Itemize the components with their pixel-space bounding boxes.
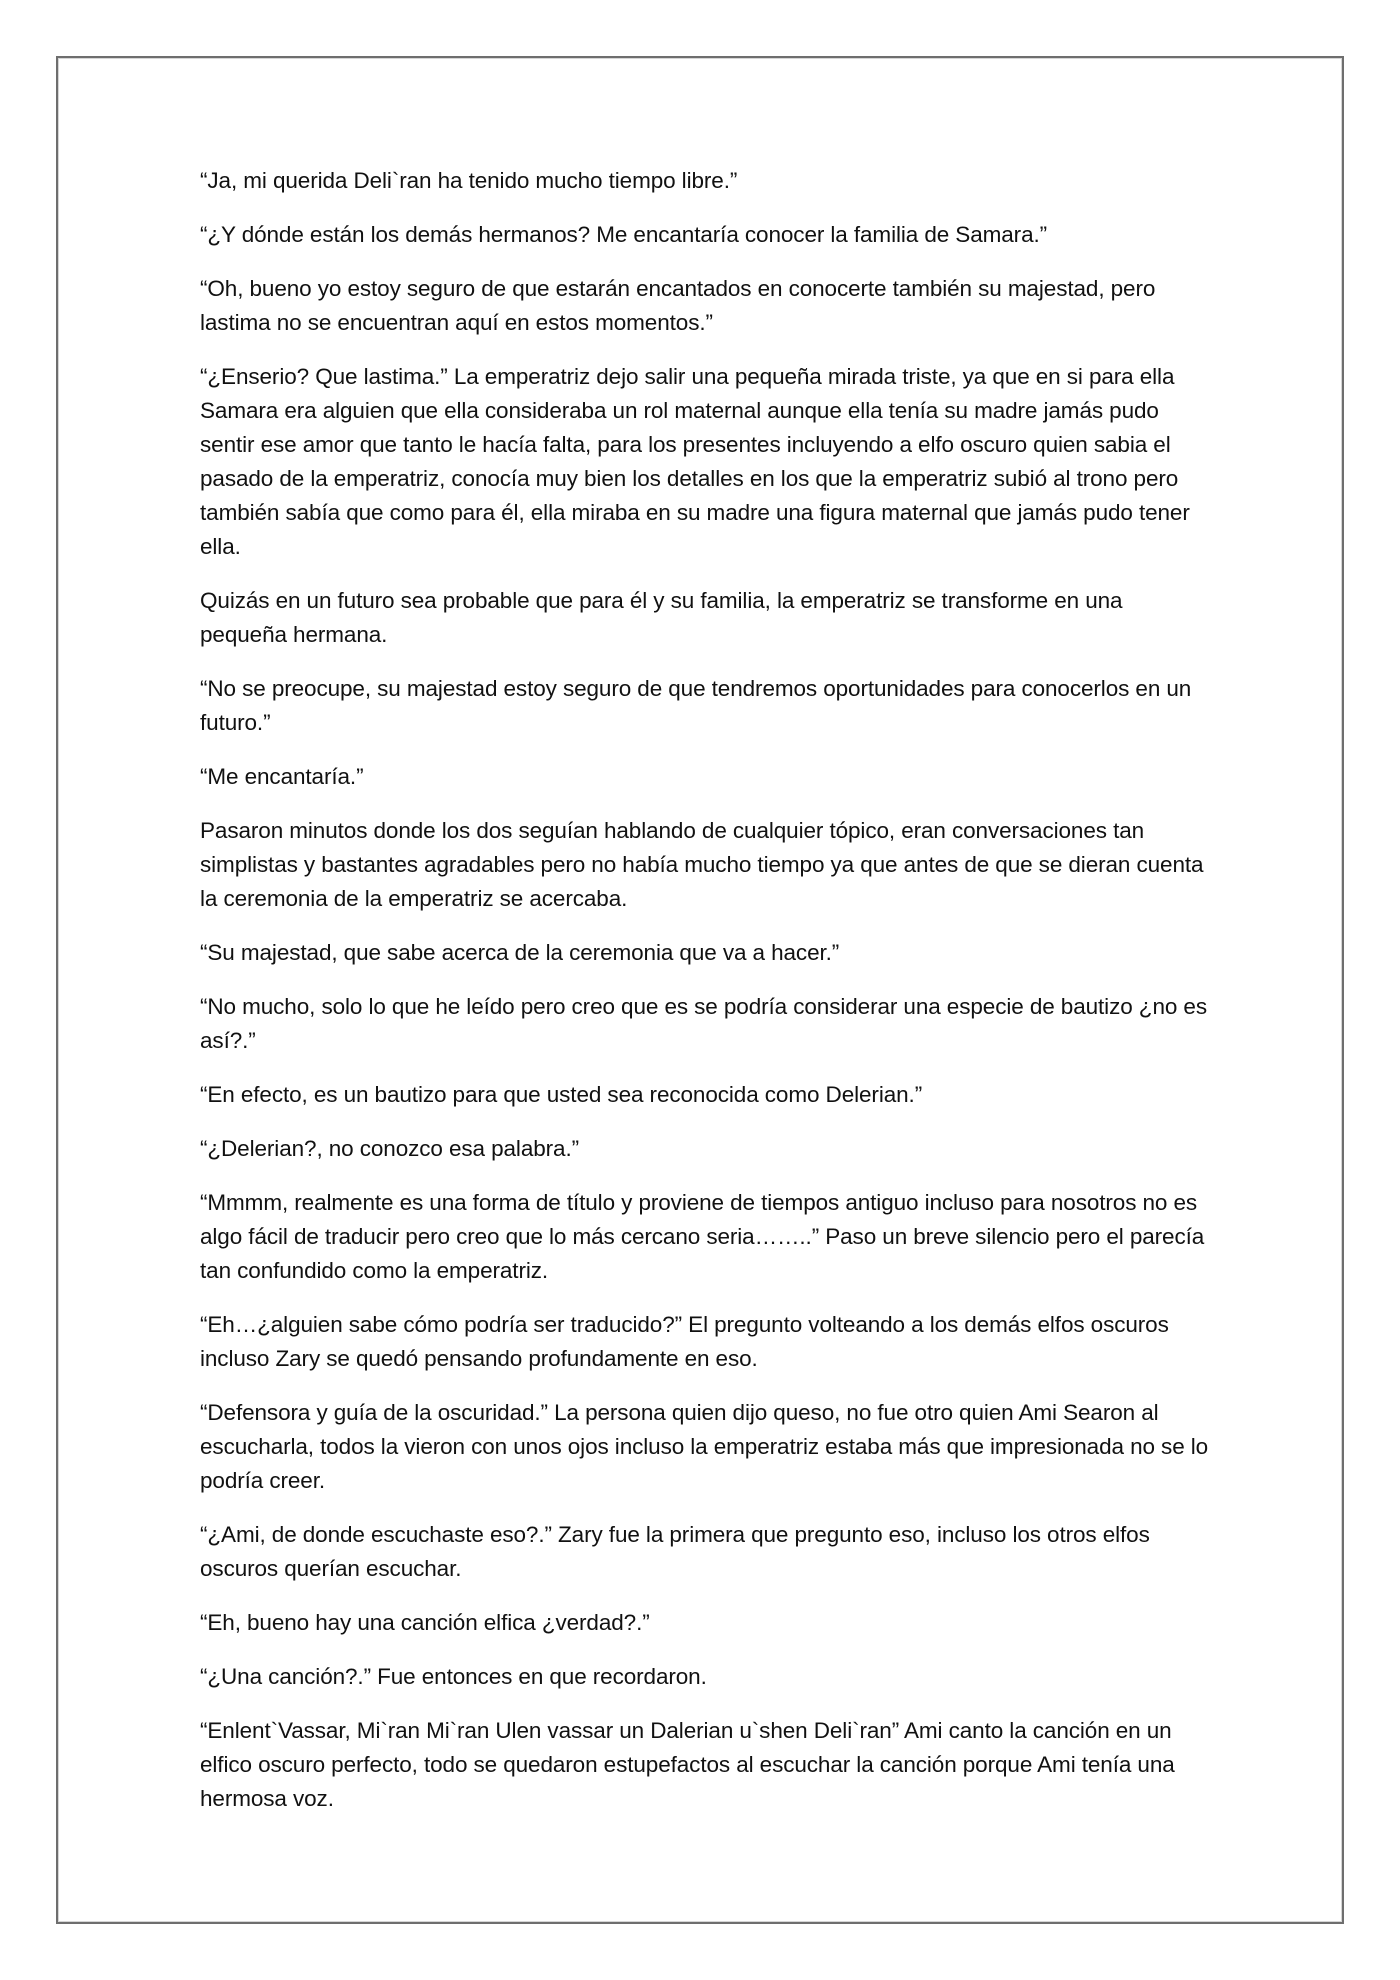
paragraph: “Me encantaría.” [200, 764, 364, 789]
paragraph: “¿Enserio? Que lastima.” La emperatriz dejo salir una pequeña mirada triste, ya que en si para ella Samara era alguien que ella consideraba un rol maternal aunque ella tenía su madre jamás pudo sentir ese amor que tanto le hacía falta, para los presentes incluyendo a elfo oscuro quien sabia el pasado de la emperatriz, conocía muy bien los detalles en los que la emperatriz subió al trono pero también sabía que como para él, ella miraba en su madre una figura maternal que jamás pudo tener ella. [200, 364, 1190, 559]
document-body [200, 164, 1210, 1836]
paragraph: “Oh, bueno yo estoy seguro de que estarán encantados en conocerte también su majestad, pero lastima no se encuentran aquí en estos momentos.” [200, 276, 1156, 335]
paragraph: “Ja, mi querida Deli`ran ha tenido mucho tiempo libre.” [200, 168, 738, 193]
paragraph: “Su majestad, que sabe acerca de la ceremonia que va a hacer.” [200, 940, 840, 965]
paragraph: “En efecto, es un bautizo para que usted sea reconocida como Delerian.” [200, 1082, 923, 1107]
paragraph: Pasaron minutos donde los dos seguían hablando de cualquier tópico, eran conversaciones tan simplistas y bastantes agradables pero no había mucho tiempo ya que antes de que se dieran cuenta la ceremonia de la emperatriz se acercaba. [200, 818, 1204, 911]
paragraph: “No mucho, solo lo que he leído pero creo que es se podría considerar una especie de bautizo ¿no es así?.” [200, 994, 1207, 1053]
paragraph: “¿Ami, de donde escuchaste eso?.” Zary fue la primera que pregunto eso, incluso los otros elfos oscuros querían escuchar. [200, 1522, 1150, 1581]
paragraph: “¿Una canción?.” Fue entonces en que recordaron. [200, 1664, 707, 1689]
paragraph: “¿Y dónde están los demás hermanos? Me encantaría conocer la familia de Samara.” [200, 222, 1048, 247]
paragraph: “No se preocupe, su majestad estoy seguro de que tendremos oportunidades para conocerlos en un futuro.” [200, 676, 1192, 735]
paragraph: “Defensora y guía de la oscuridad.” La persona quien dijo queso, no fue otro quien Ami Searon al escucharla, todos la vieron con unos ojos incluso la emperatriz estaba más que impresionada no se lo podría creer. [200, 1400, 1209, 1493]
paragraph: Quizás en un futuro sea probable que para él y su familia, la emperatriz se transforme en una pequeña hermana. [200, 588, 1123, 647]
paragraph: “¿Delerian?, no conozco esa palabra.” [200, 1136, 580, 1161]
paragraph: “Eh…¿alguien sabe cómo podría ser traducido?” El pregunto volteando a los demás elfos oscuros incluso Zary se quedó pensando profundamente en eso. [200, 1312, 1169, 1371]
paragraph: “Mmmm, realmente es una forma de título y proviene de tiempos antiguo incluso para nosotros no es algo fácil de traducir pero creo que lo más cercano seria……..” Paso un breve silencio pero el parecía tan confundido como la emperatriz. [200, 1190, 1205, 1283]
paragraph: “Eh, bueno hay una canción elfica ¿verdad?.” [200, 1610, 650, 1635]
paragraph: “Enlent`Vassar, Mi`ran Mi`ran Ulen vassar un Dalerian u`shen Deli`ran” Ami canto la canción en un elfico oscuro perfecto, todo se quedaron estupefactos al escuchar la canción porque Ami tenía una hermosa voz. [200, 1718, 1175, 1811]
